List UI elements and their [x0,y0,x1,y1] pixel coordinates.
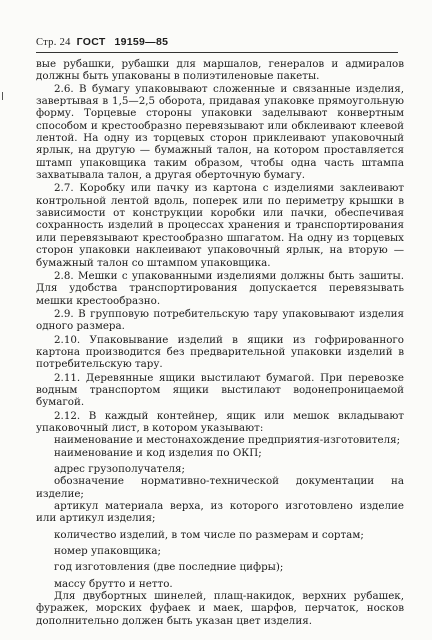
paragraph: 2.7. Коробку или пачку из картона с изделиями заклеивают контрольной лентой вдоль, поперек или по периметру крышки в зависимости от конструкции коробки или пачки, обеспечивая сохранность изделий в процессах хранения и транспортирования или перевязывают крестообразно шпагатом. На одну из торцевых сторон упаковки наклеивают упаковочный ярлык, на вторую — бумажный талон со штампом упаковщика. [36,182,404,269]
list-item: год изготовления (две последние цифры); [54,561,284,574]
header-rule [36,52,398,53]
standard-label: ГОСТ [76,36,106,48]
list-item: артикул материала верха, из которого изготовлено изделие или артикул изделия; [36,500,404,525]
paragraph: 2.11. Деревянные ящики выстилают бумагой. При перевозке водным транспортом ящики выстилают водонепроницаемой бумагой. [36,371,404,409]
paragraph: вые рубашки, рубашки для маршалов, генералов и адмиралов должны быть упакованы в полиэтиленовые пакеты. [36,58,404,83]
page-header [36,36,171,48]
list-item: номер упаковщика; [54,545,162,558]
paragraph: 2.8. Мешки с упакованными изделиями должны быть зашиты. Для удобства транспортирования допускается перевязывать мешки крестообразно. [36,269,404,307]
paragraph: Для двубортных шинелей, плащ-накидок, верхних рубашек, фуражек, морских фуфаек и маек, шарфов, перчаток, носков дополнительно должен быть указан цвет изделия. [36,590,404,627]
document-body [36,58,404,627]
list-item: массу брутто и нетто. [54,577,173,590]
standard-number: 19159—85 [114,36,169,48]
list-item: адрес грузополучателя; [54,463,185,475]
paragraph: 2.6. В бумагу упаковывают сложенные и связанные изделия, завертывая в 1,5—2,5 оборота, придавая упаковке прямоугольную форму. Торцевые стороны упаковки заделывают конвертным способом и крестообразно перевязывают или обклеивают клеевой лентой. На одну из торцевых сторон приклеивают упаковочный ярлык, на другую — бумажный талон, на котором проставляется штамп упаковщика таким образом, чтобы одна часть штампа захватывала талон, а другая оберточную бумагу. [36,82,404,182]
paragraph: 2.9. В групповую потребительскую тару упаковывают изделия одного размера. [36,307,404,333]
list-item: наименование и местонахождение предприятия-изготовителя; [54,434,401,447]
list-item: наименование и код изделия по ОКП; [54,446,262,459]
page-label: Стр. 24 [36,37,71,48]
list-item: количество изделий, в том числе по размерам и сортам; [54,528,364,541]
margin-mark [2,92,6,100]
paragraph: 2.10. Упаковывание изделий в ящики из гофрированного картона производится без предварительной упаковки изделий в потребительскую тару. [36,333,404,371]
paragraph: 2.12. В каждый контейнер, ящик или мешок вкладывают упаковочный лист, в котором указывают: [36,409,404,434]
list-item: обозначение нормативно-технической документации на изделие; [36,475,404,500]
